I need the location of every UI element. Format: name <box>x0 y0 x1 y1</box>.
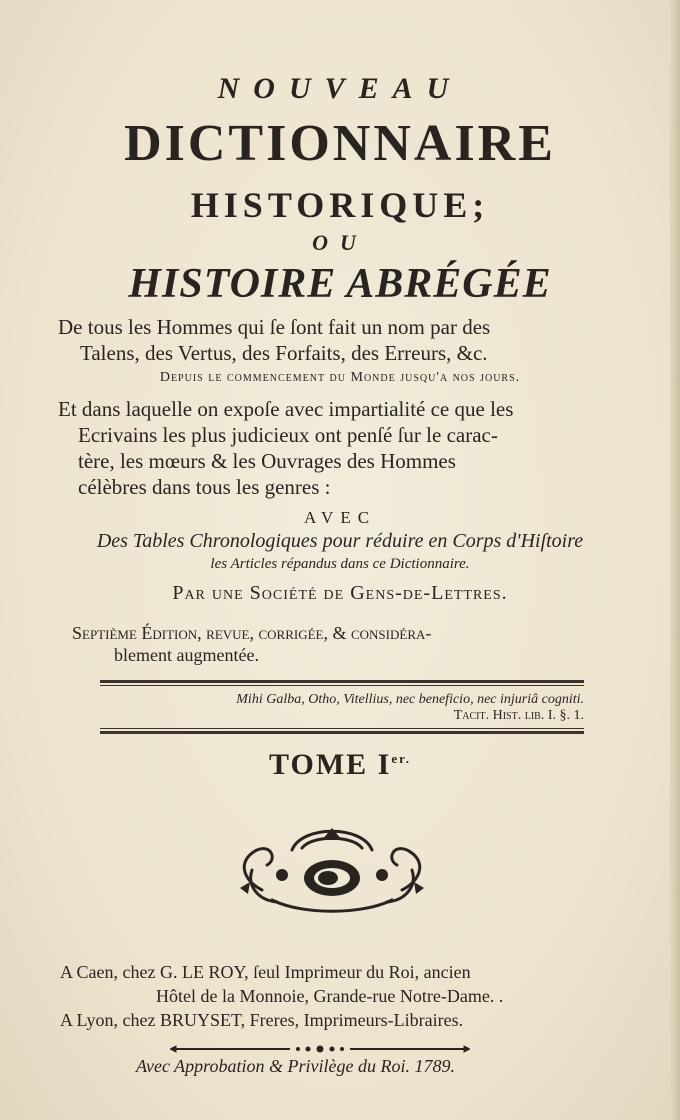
tome-label: TOME I <box>269 748 392 781</box>
ornamental-rule-icon <box>170 1044 470 1054</box>
divider-rule <box>100 731 584 734</box>
description-line: Et dans laquelle on expoſe avec impartialité ce que les <box>58 397 514 421</box>
description-block-2 <box>58 396 598 500</box>
title-histoire-abregee: HISTOIRE ABRÉGÉE <box>128 261 552 307</box>
imprint-line: A Lyon, chez BRUYSET, Freres, Imprimeurs-Libraires. <box>60 1010 464 1030</box>
title-historique: HISTORIQUE; <box>190 185 490 225</box>
imprint-lyon <box>60 1008 620 1032</box>
imprint-line: A Caen, chez G. LE ROY, ſeul Imprimeur du Roi, ancien <box>60 962 471 982</box>
title-ou: OU <box>312 230 368 255</box>
divider-rule <box>100 728 584 729</box>
title-nouveau: NOUVEAU <box>217 72 463 105</box>
description-line: tère, les mœurs & les Ouvrages des Hommes <box>78 449 456 473</box>
depuis-line: Depuis le commencement du Monde jusqu'a nos jours. <box>159 370 521 385</box>
title-dictionnaire: DICTIONNAIRE <box>124 115 556 172</box>
description-block-1 <box>58 314 598 366</box>
tables-line: Des Tables Chronologiques pour réduire en Corps d'Hiſtoire <box>96 530 584 552</box>
avec-label: AVEC <box>303 508 377 527</box>
imprint-caen <box>60 960 620 1008</box>
approbation-line: Avec Approbation & Privilège du Roi. 1789. <box>136 1056 455 1076</box>
societe-line: Par une Société de Gens-de-Lettres. <box>172 582 508 604</box>
printers-ornament-icon <box>232 820 432 920</box>
tome-heading <box>0 748 680 782</box>
divider-rule <box>100 685 584 686</box>
articles-line: les Articles répandus dans ce Dictionnaire. <box>210 556 470 572</box>
edition-line: Septième Édition, revue, corrigée, & conſidéra- <box>72 623 432 643</box>
epigraph-quote: Mihi Galba, Otho, Vitellius, nec beneficio, nec injuriâ cogniti. <box>236 692 584 707</box>
edition-block <box>72 622 632 666</box>
description-line: Ecrivains les plus judicieux ont penſé ſur le carac- <box>78 423 498 447</box>
epigraph-citation: Tacit. Hiſt. lib. I. §. 1. <box>453 708 584 723</box>
description-line: De tous les Hommes qui ſe ſont fait un nom par des <box>58 315 491 339</box>
description-line: Talens, des Vertus, des Forfaits, des Erreurs, &c. <box>80 341 488 365</box>
divider-rule <box>100 680 584 683</box>
imprint-line: Hôtel de la Monnoie, Grande-rue Notre-Dame. . <box>156 986 504 1006</box>
edition-line: blement augmentée. <box>114 645 259 665</box>
tome-superscript: er. <box>391 751 411 766</box>
description-line: célèbres dans tous les genres : <box>78 475 331 499</box>
